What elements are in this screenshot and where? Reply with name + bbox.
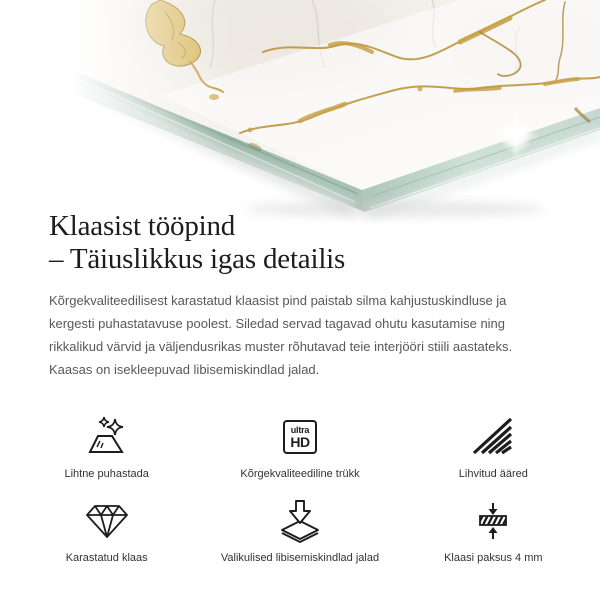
tempered-glass-diamond-icon [84, 499, 130, 543]
feature-label: Kõrgekvaliteediline trükk [240, 468, 360, 480]
feature-label: Valikulised libisemiskindlad jalad [220, 552, 380, 564]
easy-clean-sparkle-icon [84, 415, 130, 459]
feature-label: Klaasi paksus 4 mm [444, 552, 543, 564]
feature-uhd-print [203, 415, 396, 481]
feature-label: Lihvitud ääred [458, 468, 528, 480]
page-title [49, 210, 552, 276]
ultra-hd-print-icon [283, 415, 317, 459]
uhd-badge-bottom: HD [290, 434, 310, 450]
title-line-2: – Täiuslikkus igas detailis [49, 243, 346, 275]
feature-glass-thickness [397, 499, 590, 565]
feature-label: Karastatud klaas [65, 552, 148, 564]
feature-polished-edges [397, 415, 590, 481]
uhd-badge-top: ultra [290, 425, 310, 435]
feature-grid [0, 415, 600, 565]
polished-edges-icon [469, 415, 517, 459]
anti-slip-feet-icon [278, 499, 322, 543]
product-description: Kõrgekvaliteedilisest karastatud klaasist pind paistab silma kahjustuskindluse ja kergesti puhastatavuse poolest. Siledad servad tagavad ohutu kasutamise ning rikkalikud värvid ja väljendusrikas muster rõhutavad teie interjööri stiili aastateks. Kaasas on isekleepuvad libisemiskindlad jalad. [49, 293, 513, 377]
title-line-1: Klaasist tööpind [49, 210, 236, 242]
feature-tempered-glass [10, 499, 203, 565]
feature-anti-slip-feet [203, 499, 396, 565]
glass-thickness-icon [471, 499, 515, 543]
feature-label: Lihtne puhastada [64, 468, 149, 480]
feature-easy-clean [10, 415, 203, 481]
